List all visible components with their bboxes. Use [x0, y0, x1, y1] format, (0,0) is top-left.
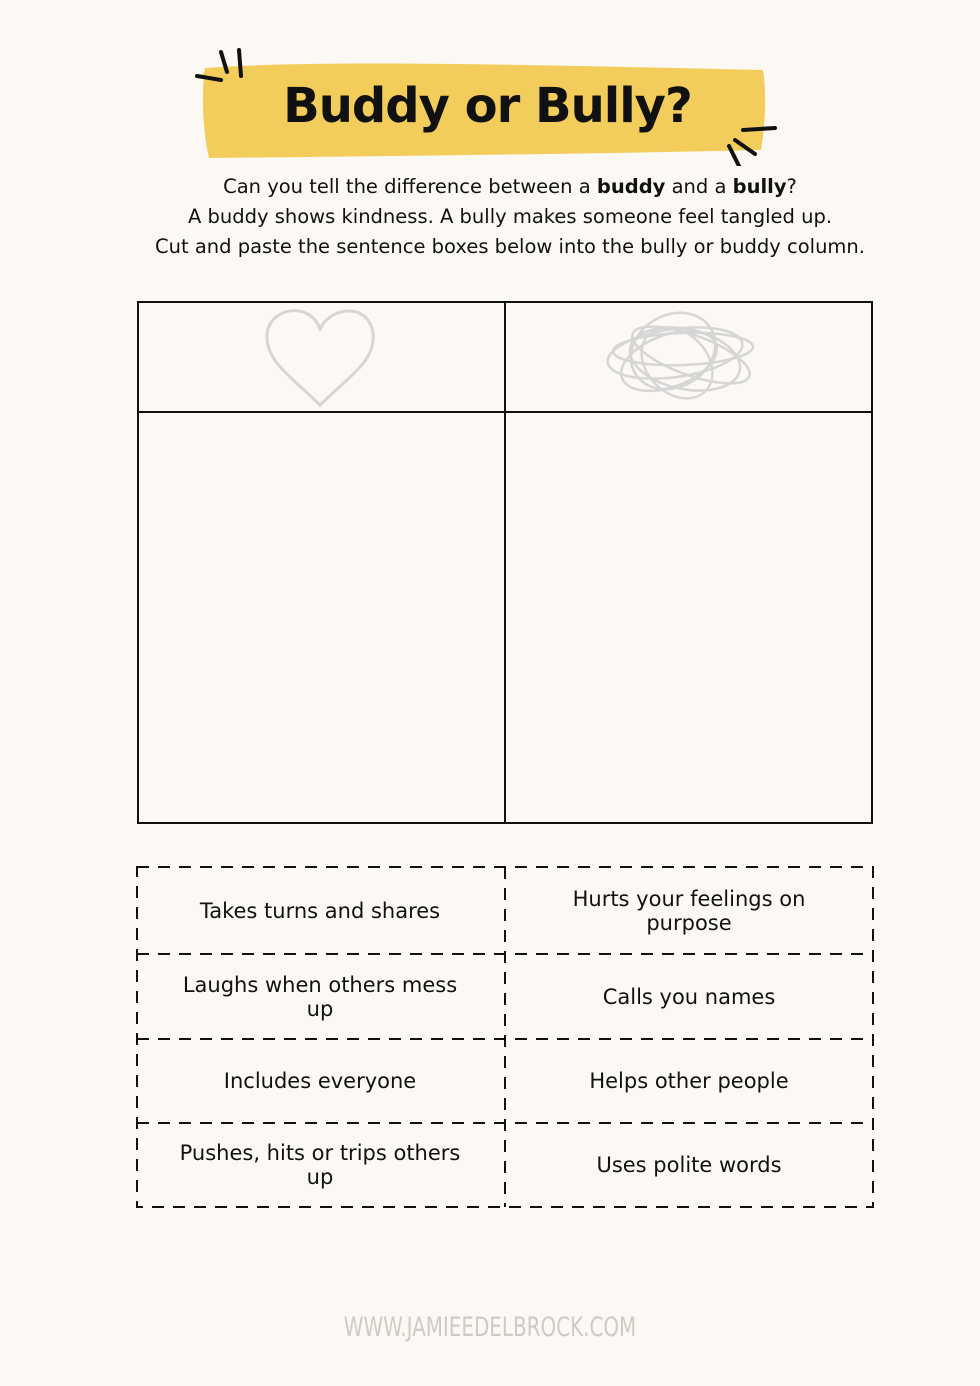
instruction-line-2: A buddy shows kindness. A bully makes someone feel tangled up. — [187, 205, 833, 228]
cutout-cards-grid — [136, 866, 874, 1208]
card-pushes-hits[interactable]: Pushes, hits or trips others up — [179, 1141, 461, 1189]
card-calls-names[interactable]: Calls you names — [602, 984, 776, 1009]
card-takes-turns[interactable]: Takes turns and shares — [199, 898, 441, 923]
scribble-icon — [505, 303, 871, 411]
heart-icon — [139, 303, 505, 411]
buddy-column-drop-area[interactable] — [139, 413, 505, 822]
bully-keyword: bully — [732, 175, 787, 198]
title-banner — [195, 46, 780, 166]
footer-website: WWW.JAMIEEDELBROCK.COM — [343, 1312, 637, 1343]
bully-column-header — [505, 303, 871, 411]
card-helps-others[interactable]: Helps other people — [589, 1069, 789, 1093]
buddy-column-header — [139, 303, 505, 411]
bully-column-drop-area[interactable] — [505, 413, 871, 822]
page-title: Buddy or Bully? — [283, 78, 692, 134]
buddy-keyword: buddy — [596, 175, 666, 198]
card-polite-words[interactable]: Uses polite words — [596, 1153, 782, 1177]
card-laughs[interactable]: Laughs when others mess up — [182, 972, 458, 1021]
card-includes-everyone[interactable]: Includes everyone — [223, 1069, 417, 1093]
instruction-line-3: Cut and paste the sentence boxes below into the bully or buddy column. — [155, 235, 865, 258]
sorting-table — [137, 301, 873, 824]
instruction-line-1: Can you tell the difference between a buddy and a bully? — [223, 175, 797, 198]
card-hurts-feelings[interactable]: Hurts your feelings on purpose — [572, 886, 806, 935]
instructions — [60, 172, 960, 262]
